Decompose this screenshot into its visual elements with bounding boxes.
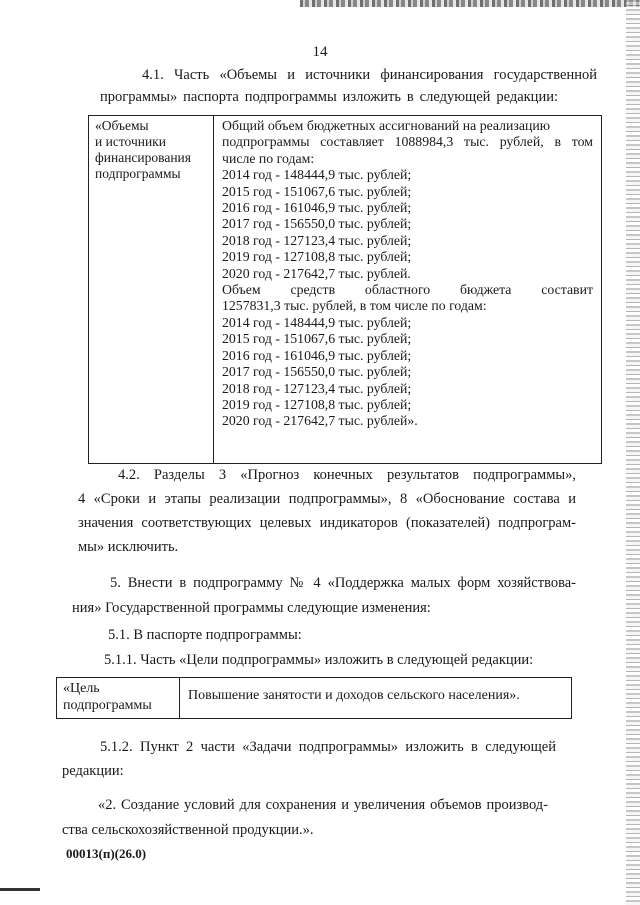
paragraph-5-line1: 5. Внести в подпрограмму № 4 «Поддержка малых форм хозяйствова-	[110, 575, 576, 591]
label-line: «Цель	[63, 681, 100, 696]
financing-table-content	[214, 116, 601, 463]
year-line: 2014 год - 148444,9 тыс. рублей;	[222, 314, 412, 330]
content-line: Общий объем бюджетных ассигнований на реализацию	[222, 118, 551, 133]
content-line: подпрограммы составляет 1088984,3 тыс. рублей, в том	[222, 134, 593, 150]
quote-line2: ства сельскохозяйственной продукции.».	[62, 822, 314, 838]
paragraph-5-line2: ния» Государственной программы следующие изменения:	[72, 600, 431, 616]
year-line: 2019 год - 127108,8 тыс. рублей;	[222, 396, 412, 412]
paragraph-4-2-line1: 4.2. Разделы 3 «Прогноз конечных результатов подпрограммы»,	[118, 467, 576, 483]
scan-edge-top	[300, 0, 640, 7]
paragraph-4-2-line4: мы» исключить.	[78, 539, 179, 555]
year-line: 2016 год - 161046,9 тыс. рублей;	[222, 347, 412, 363]
document-code: 00013(п)(26.0)	[66, 846, 147, 861]
financing-table-label	[89, 116, 214, 463]
year-line: 2020 год - 217642,7 тыс. рублей».	[222, 413, 418, 429]
content-line: числе по годам:	[222, 150, 315, 166]
label-line: подпрограммы	[63, 698, 152, 713]
scan-mark	[0, 888, 40, 891]
label-line: подпрограммы	[95, 166, 181, 181]
year-line: 2019 год - 127108,8 тыс. рублей;	[222, 249, 412, 265]
paragraph-5-1-2-line2: редакции:	[62, 763, 124, 779]
paragraph-4-2-line2: 4 «Сроки и этапы реализации подпрограммы», 8 «Обоснование состава и	[78, 491, 576, 507]
financing-table	[88, 115, 602, 464]
paragraph-4-1-line1: 4.1. Часть «Объемы и источники финансирования государственной	[142, 67, 597, 83]
paragraph-4-2-line3: значения соответствующих целевых индикаторов (показателей) подпрограм-	[78, 515, 576, 531]
year-line: 2020 год - 217642,7 тыс. рублей.	[222, 265, 411, 281]
year-line: 2018 год - 127123,4 тыс. рублей;	[222, 380, 412, 396]
year-line: 2017 год - 156550,0 тыс. рублей;	[222, 364, 412, 380]
year-line: 2017 год - 156550,0 тыс. рублей;	[222, 216, 412, 232]
label-line: финансирования	[95, 150, 191, 165]
label-line: и источники	[95, 134, 166, 149]
year-line: 2014 год - 148444,9 тыс. рублей;	[222, 167, 412, 183]
goal-table	[56, 677, 572, 719]
scan-edge-right	[626, 0, 640, 905]
paragraph-5-1-1: 5.1.1. Часть «Цели подпрограммы» изложить в следующей редакции:	[104, 652, 534, 668]
quote-line1: «2. Создание условий для сохранения и увеличения объемов производ-	[98, 797, 548, 813]
year-line: 2015 год - 151067,6 тыс. рублей;	[222, 183, 412, 199]
paragraph-5-1-2-line1: 5.1.2. Пункт 2 части «Задачи подпрограммы» изложить в следующей	[100, 739, 556, 755]
content-line: Объем средств областного бюджета составит	[222, 282, 593, 298]
label-line: «Объемы	[95, 118, 149, 133]
content-line: 1257831,3 тыс. рублей, в том числе по годам:	[222, 298, 487, 314]
year-line: 2015 год - 151067,6 тыс. рублей;	[222, 331, 412, 347]
paragraph-5-1: 5.1. В паспорте подпрограммы:	[108, 627, 302, 643]
paragraph-4-1-line2: программы» паспорта подпрограммы изложить в следующей редакции:	[100, 89, 558, 105]
goal-table-content: Повышение занятости и доходов сельского населения».	[188, 688, 520, 703]
year-line: 2016 год - 161046,9 тыс. рублей;	[222, 200, 412, 216]
year-line: 2018 год - 127123,4 тыс. рублей;	[222, 232, 412, 248]
goal-table-label	[57, 678, 180, 718]
page-number: 14	[312, 44, 328, 60]
